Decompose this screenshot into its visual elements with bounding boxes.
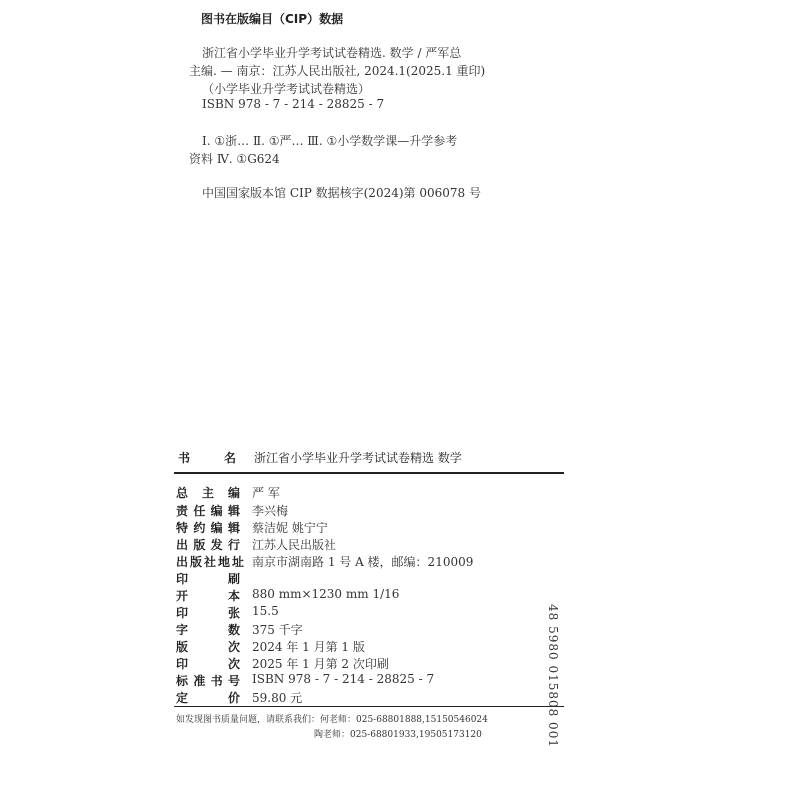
detail-value: 2025 年 1 月第 2 次印刷 xyxy=(252,657,389,671)
contact-line: 如发现图书质量问题，请联系我们：何老师：025-68801888,15150546024 xyxy=(176,715,488,725)
detail-value: ISBN 978 - 7 - 214 - 28825 - 7 xyxy=(252,672,435,686)
detail-row xyxy=(176,553,566,570)
detail-value: 880 mm×1230 mm 1/16 xyxy=(252,587,400,601)
divider-bottom xyxy=(174,706,564,707)
detail-label: 版 次 xyxy=(176,640,240,654)
detail-row xyxy=(176,519,566,536)
contact-line: 陶老师：025-68801933,19505173120 xyxy=(314,730,482,740)
detail-label: 字 数 xyxy=(176,623,240,637)
cip-record-number: 中国国家版本馆 CIP 数据核字(2024)第 006078 号 xyxy=(202,186,481,200)
detail-row xyxy=(176,638,566,655)
divider-top xyxy=(174,472,564,474)
detail-label: 责 任 编 辑 xyxy=(176,504,240,518)
cip-classification: Ⅰ. ①浙… Ⅱ. ①严… Ⅲ. ①小学数学课—升学参考 xyxy=(202,134,458,148)
detail-row xyxy=(176,621,566,638)
detail-value: 2024 年 1 月第 1 版 xyxy=(252,640,365,654)
detail-label: 印 刷 xyxy=(176,572,240,586)
detail-label: 标 准 书 号 xyxy=(176,674,240,688)
detail-row xyxy=(176,570,566,587)
detail-row xyxy=(176,604,566,621)
detail-row xyxy=(176,536,566,553)
detail-value: 15.5 xyxy=(252,604,279,618)
detail-label: 印 次 xyxy=(176,657,240,671)
detail-label: 印 张 xyxy=(176,606,240,620)
cip-line: 主编. — 南京：江苏人民出版社, 2024.1(2025.1 重印) xyxy=(189,64,486,78)
detail-value: 严 军 xyxy=(252,486,280,500)
book-title-value: 浙江省小学毕业升学考试试卷精选 数学 xyxy=(254,451,462,465)
detail-value: 李兴梅 xyxy=(252,504,289,518)
detail-label: 出 版 发 行 xyxy=(176,538,240,552)
detail-label: 总 主 编 xyxy=(176,486,240,500)
cip-isbn: ISBN 978 - 7 - 214 - 28825 - 7 xyxy=(202,97,385,111)
cip-heading: 图书在版编目（CIP）数据 xyxy=(201,12,344,26)
detail-row xyxy=(176,587,566,604)
cip-line: 浙江省小学毕业升学考试试卷精选. 数学 / 严军总 xyxy=(202,46,462,60)
cip-classification: 资料 Ⅳ. ①G624 xyxy=(189,152,280,166)
barcode-number: 48 5980 015808 001 xyxy=(546,604,560,748)
cip-line: （小学毕业升学考试试卷精选） xyxy=(202,82,371,96)
detail-row xyxy=(176,484,566,501)
detail-row xyxy=(176,689,566,706)
detail-label: 开 本 xyxy=(176,589,240,603)
detail-row xyxy=(176,655,566,672)
detail-row xyxy=(176,672,566,689)
detail-value: 江苏人民出版社 xyxy=(252,538,337,552)
detail-value: 59.80 元 xyxy=(252,691,303,705)
detail-value: 南京市湖南路 1 号 A 楼，邮编：210009 xyxy=(252,555,474,569)
detail-value: 375 千字 xyxy=(252,623,303,637)
detail-label: 特 约 编 辑 xyxy=(176,521,240,535)
detail-row xyxy=(176,502,566,519)
detail-value: 蔡洁妮 姚宁宁 xyxy=(252,521,328,535)
detail-label: 定 价 xyxy=(176,691,240,705)
detail-label: 出 版 社 地 址 xyxy=(176,555,244,569)
